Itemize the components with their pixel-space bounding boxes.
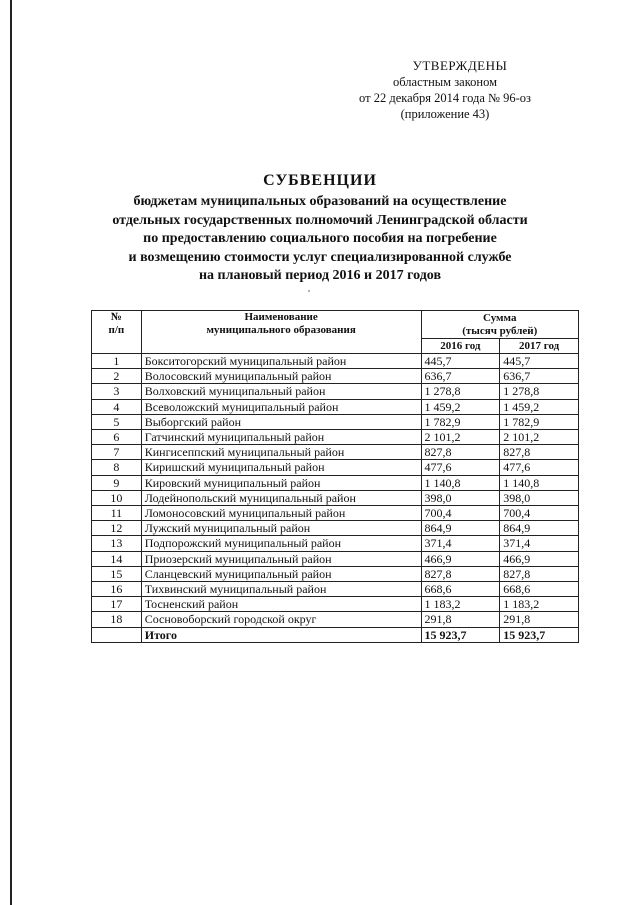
total-row [92, 627, 579, 642]
row-value-2016: 371,4 [421, 536, 500, 551]
approval-line-law: областным законом [392, 75, 497, 89]
row-municipality-name: Сосновоборский городской округ [141, 612, 421, 627]
row-value-2017: 668,6 [500, 582, 579, 597]
row-number: 3 [92, 384, 142, 399]
table-row [92, 536, 579, 551]
table-row [92, 354, 579, 369]
table-row [92, 551, 579, 566]
row-municipality-name: Волховский муниципальный район [141, 384, 421, 399]
row-value-2016: 291,8 [421, 612, 500, 627]
row-municipality-name: Подпорожский муниципальный район [141, 536, 421, 551]
row-municipality-name: Кингисеппский муниципальный район [141, 445, 421, 460]
approval-stamp [345, 58, 545, 122]
row-municipality-name: Волосовский муниципальный район [141, 369, 421, 384]
row-value-2017: 864,9 [500, 521, 579, 536]
total-2017: 15 923,7 [500, 627, 579, 642]
row-number: 15 [92, 566, 142, 581]
row-number: 17 [92, 597, 142, 612]
row-number: 4 [92, 399, 142, 414]
table-body [92, 354, 579, 628]
row-value-2016: 477,6 [421, 460, 500, 475]
row-value-2016: 2 101,2 [421, 430, 500, 445]
header-sum-line1: Сумма [483, 311, 517, 324]
row-municipality-name: Кировский муниципальный район [141, 475, 421, 490]
page-edge-line [10, 0, 12, 905]
table-row [92, 384, 579, 399]
row-value-2016: 827,8 [421, 566, 500, 581]
title-main: СУБВЕНЦИИ [263, 172, 377, 189]
row-value-2016: 466,9 [421, 551, 500, 566]
row-municipality-name: Киришский муниципальный район [141, 460, 421, 475]
total-number-cell [92, 627, 142, 642]
row-value-2017: 2 101,2 [500, 430, 579, 445]
row-number: 14 [92, 551, 142, 566]
title-line-4: и возмещению стоимости услуг специализированной службе [128, 249, 512, 265]
row-municipality-name: Ломоносовский муниципальный район [141, 506, 421, 521]
approval-line-date: от 22 декабря 2014 года № 96-оз [359, 91, 531, 105]
header-year-2016: 2016 год [421, 339, 500, 354]
title-line-5: на плановый период 2016 и 2017 годов [198, 268, 442, 283]
approval-title: УТВЕРЖДЕНЫ [412, 58, 508, 73]
row-municipality-name: Лужский муниципальный район [141, 521, 421, 536]
row-number: 12 [92, 521, 142, 536]
row-number: 1 [92, 354, 142, 369]
row-number: 8 [92, 460, 142, 475]
title-line-2: отдельных государственных полномочий Ленинградской области [112, 212, 528, 228]
row-municipality-name: Тихвинский муниципальный район [141, 582, 421, 597]
total-label: Итого [141, 627, 421, 642]
row-municipality-name: Сланцевский муниципальный район [141, 566, 421, 581]
scan-speck [308, 290, 310, 292]
row-value-2016: 1 459,2 [421, 399, 500, 414]
row-municipality-name: Гатчинский муниципальный район [141, 430, 421, 445]
row-number: 16 [92, 582, 142, 597]
table-row [92, 414, 579, 429]
row-number: 9 [92, 475, 142, 490]
table-row [92, 506, 579, 521]
row-value-2016: 1 183,2 [421, 597, 500, 612]
row-value-2016: 1 140,8 [421, 475, 500, 490]
row-value-2017: 1 278,8 [500, 384, 579, 399]
row-value-2017: 827,8 [500, 566, 579, 581]
row-municipality-name: Лодейнопольский муниципальный район [141, 490, 421, 505]
row-municipality-name: Приозерский муниципальный район [141, 551, 421, 566]
row-number: 5 [92, 414, 142, 429]
table-row [92, 490, 579, 505]
row-value-2017: 1 459,2 [500, 399, 579, 414]
row-value-2017: 398,0 [500, 490, 579, 505]
table-row [92, 597, 579, 612]
row-number: 11 [92, 506, 142, 521]
row-value-2017: 1 183,2 [500, 597, 579, 612]
row-number: 10 [92, 490, 142, 505]
header-number [92, 311, 142, 354]
header-number-line2: п/п [108, 324, 125, 336]
row-value-2017: 1 782,9 [500, 414, 579, 429]
table-row [92, 369, 579, 384]
row-value-2017: 827,8 [500, 445, 579, 460]
row-value-2016: 700,4 [421, 506, 500, 521]
row-value-2016: 668,6 [421, 582, 500, 597]
row-value-2017: 700,4 [500, 506, 579, 521]
row-number: 2 [92, 369, 142, 384]
row-value-2016: 864,9 [421, 521, 500, 536]
title-line-3: по предоставлению социального пособия на погребение [143, 231, 497, 246]
row-value-2017: 1 140,8 [500, 475, 579, 490]
row-municipality-name: Всеволожский муниципальный район [141, 399, 421, 414]
table-row [92, 521, 579, 536]
row-value-2016: 1 782,9 [421, 414, 500, 429]
row-municipality-name: Тосненский район [141, 597, 421, 612]
header-name-line1: Наименование [244, 311, 318, 323]
table-row [92, 582, 579, 597]
table-row [92, 566, 579, 581]
document-title [90, 172, 550, 286]
table-row [92, 475, 579, 490]
header-year-2017: 2017 год [500, 339, 579, 354]
row-value-2016: 827,8 [421, 445, 500, 460]
row-value-2017: 466,9 [500, 551, 579, 566]
row-value-2016: 1 278,8 [421, 384, 500, 399]
row-value-2016: 636,7 [421, 369, 500, 384]
row-number: 7 [92, 445, 142, 460]
table-row [92, 612, 579, 627]
row-value-2017: 636,7 [500, 369, 579, 384]
table-row [92, 445, 579, 460]
subventions-table [91, 310, 579, 643]
row-number: 6 [92, 430, 142, 445]
row-value-2016: 445,7 [421, 354, 500, 369]
total-2016: 15 923,7 [421, 627, 500, 642]
row-value-2017: 371,4 [500, 536, 579, 551]
title-line-1: бюджетам муниципальных образований на осуществление [133, 194, 507, 209]
header-name-line2: муниципального образования [206, 324, 356, 336]
approval-line-appendix: (приложение 43) [400, 107, 490, 121]
header-name [141, 311, 421, 354]
header-number-line1: № [110, 311, 122, 323]
header-sum-line2: (тысяч рублей) [462, 324, 538, 337]
row-value-2017: 445,7 [500, 354, 579, 369]
row-number: 13 [92, 536, 142, 551]
table-row [92, 399, 579, 414]
row-number: 18 [92, 612, 142, 627]
table-row [92, 430, 579, 445]
table-row [92, 460, 579, 475]
header-sum [421, 311, 579, 339]
row-value-2017: 477,6 [500, 460, 579, 475]
row-value-2017: 291,8 [500, 612, 579, 627]
row-municipality-name: Бокситогорский муниципальный район [141, 354, 421, 369]
row-value-2016: 398,0 [421, 490, 500, 505]
row-municipality-name: Выборгский район [141, 414, 421, 429]
